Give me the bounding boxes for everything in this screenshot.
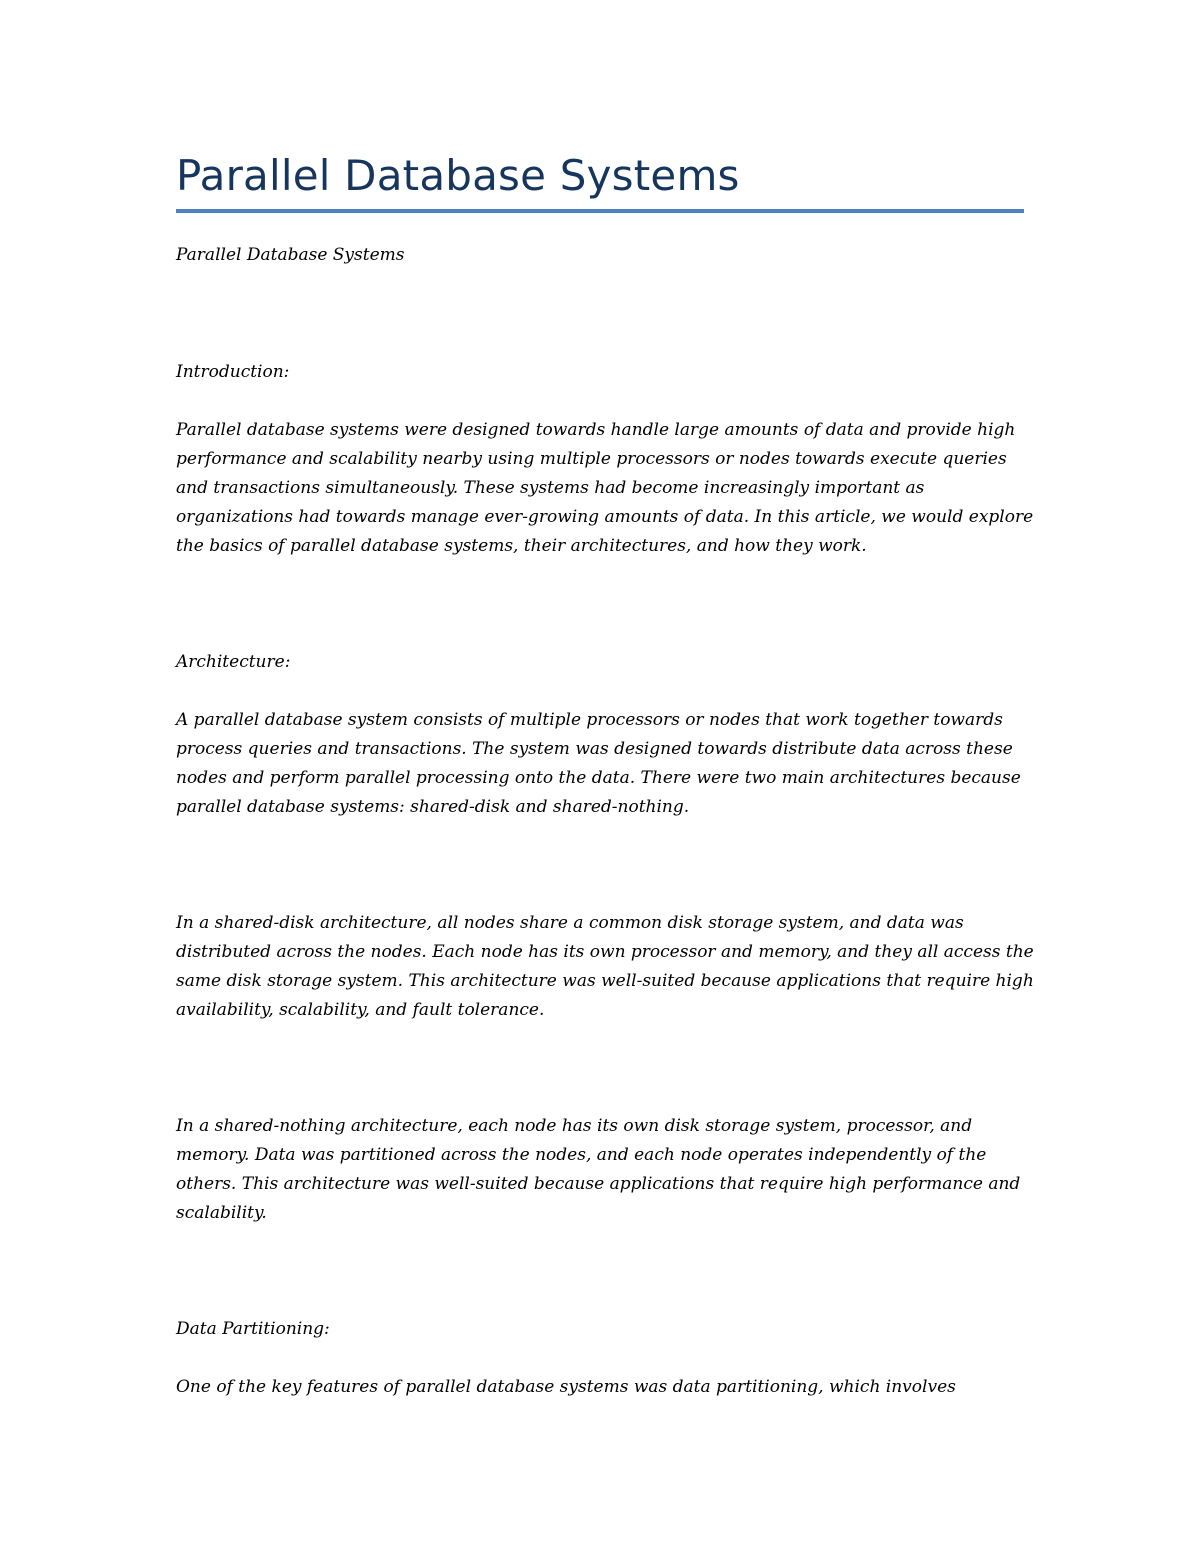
page-title: Parallel Database Systems bbox=[176, 151, 740, 200]
introduction-heading: Introduction: bbox=[176, 362, 290, 382]
title-underline bbox=[176, 209, 1024, 213]
architecture-paragraph: A parallel database system consists of multiple processors or nodes that work together towards process queries and transactions. The system was designed towards distribute data across these nodes and perform parallel processing onto the data. There were two main architectures because parallel database systems: shared-disk and shared-nothing. bbox=[176, 710, 1021, 817]
document-subtitle: Parallel Database Systems bbox=[176, 245, 405, 265]
data-partitioning-heading: Data Partitioning: bbox=[176, 1319, 330, 1339]
architecture-heading: Architecture: bbox=[176, 652, 291, 672]
shared-nothing-paragraph: In a shared-nothing architecture, each node has its own disk storage system, processor, and memory. Data was partitioned across the nodes, and each node operates independently of the others. This architecture was well-suited because applications that require high performance and scalability. bbox=[176, 1116, 1021, 1223]
introduction-paragraph: Parallel database systems were designed towards handle large amounts of data and provide high performance and scalability nearby using multiple processors or nodes towards execute queries and transactions simultaneously. These systems had become increasingly important as organizations had towards manage ever-growing amounts of data. In this article, we would explore the basics of parallel database systems, their architectures, and how they work. bbox=[176, 420, 1034, 556]
shared-disk-paragraph: In a shared-disk architecture, all nodes share a common disk storage system, and data was distributed across the nodes. Each node has its own processor and memory, and they all access the same disk storage system. This architecture was well-suited because applications that require high availability, scalability, and fault tolerance. bbox=[176, 913, 1034, 1020]
data-partitioning-paragraph: One of the key features of parallel database systems was data partitioning, which involves bbox=[176, 1377, 956, 1397]
